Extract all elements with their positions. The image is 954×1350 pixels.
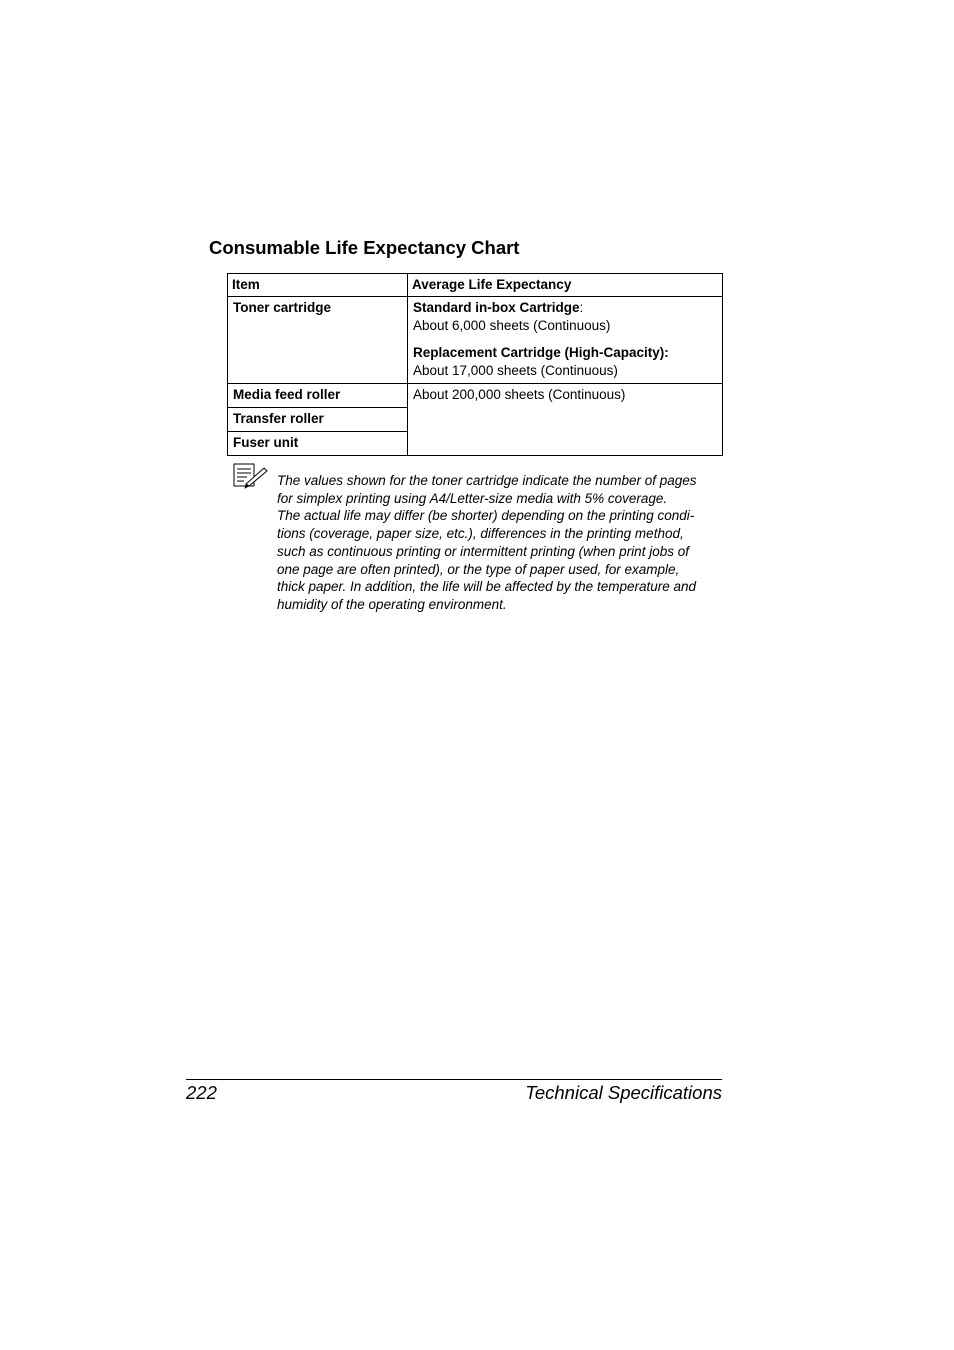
note-line: thick paper. In addition, the life will be affected by the temperature and: [277, 579, 697, 595]
note-pencil-icon: [233, 463, 269, 489]
note-line: for simplex printing using A4/Letter-size media with 5% coverage.: [277, 490, 668, 506]
table-row: [228, 297, 723, 384]
standard-cartridge-label: Standard in-box Cartridge: [413, 300, 580, 315]
note-text: [277, 472, 727, 614]
life-expectancy-table: [227, 273, 723, 456]
item-cell: Transfer roller: [228, 408, 408, 432]
note-line: tions (coverage, paper size, etc.), differences in the printing method,: [277, 526, 684, 542]
item-cell: Toner cartridge: [228, 297, 408, 384]
note-line: one page are often printed), or the type of paper used, for example,: [277, 561, 680, 577]
life-cell: About 200,000 sheets (Continuous): [408, 384, 723, 456]
footer-divider: [186, 1079, 722, 1080]
page-title: Consumable Life Expectancy Chart: [209, 237, 520, 258]
life-cell: [408, 297, 723, 384]
standard-cartridge-colon: :: [579, 300, 584, 315]
page-number: 222: [186, 1082, 217, 1103]
column-header-life: Average Life Expectancy: [408, 274, 723, 297]
note-line: The values shown for the toner cartridge indicate the number of pages: [277, 473, 697, 488]
replacement-cartridge-value: About 17,000 sheets (Continuous): [413, 363, 618, 378]
table-row: [228, 384, 723, 408]
standard-cartridge-value: About 6,000 sheets (Continuous): [413, 318, 611, 333]
item-cell: Fuser unit: [228, 432, 408, 456]
note-line: such as continuous printing or intermittent printing (when print jobs of: [277, 543, 689, 559]
item-cell: Media feed roller: [228, 384, 408, 408]
standard-cartridge-line: [413, 299, 718, 317]
note-line: The actual life may differ (be shorter) depending on the printing condi-: [277, 508, 695, 524]
table-header-row: [228, 274, 723, 297]
footer-section-title: Technical Specifications: [525, 1082, 722, 1103]
replacement-cartridge-label: Replacement Cartridge (High-Capacity):: [413, 345, 669, 360]
note-line: humidity of the operating environment.: [277, 596, 507, 612]
column-header-item: Item: [228, 274, 408, 297]
